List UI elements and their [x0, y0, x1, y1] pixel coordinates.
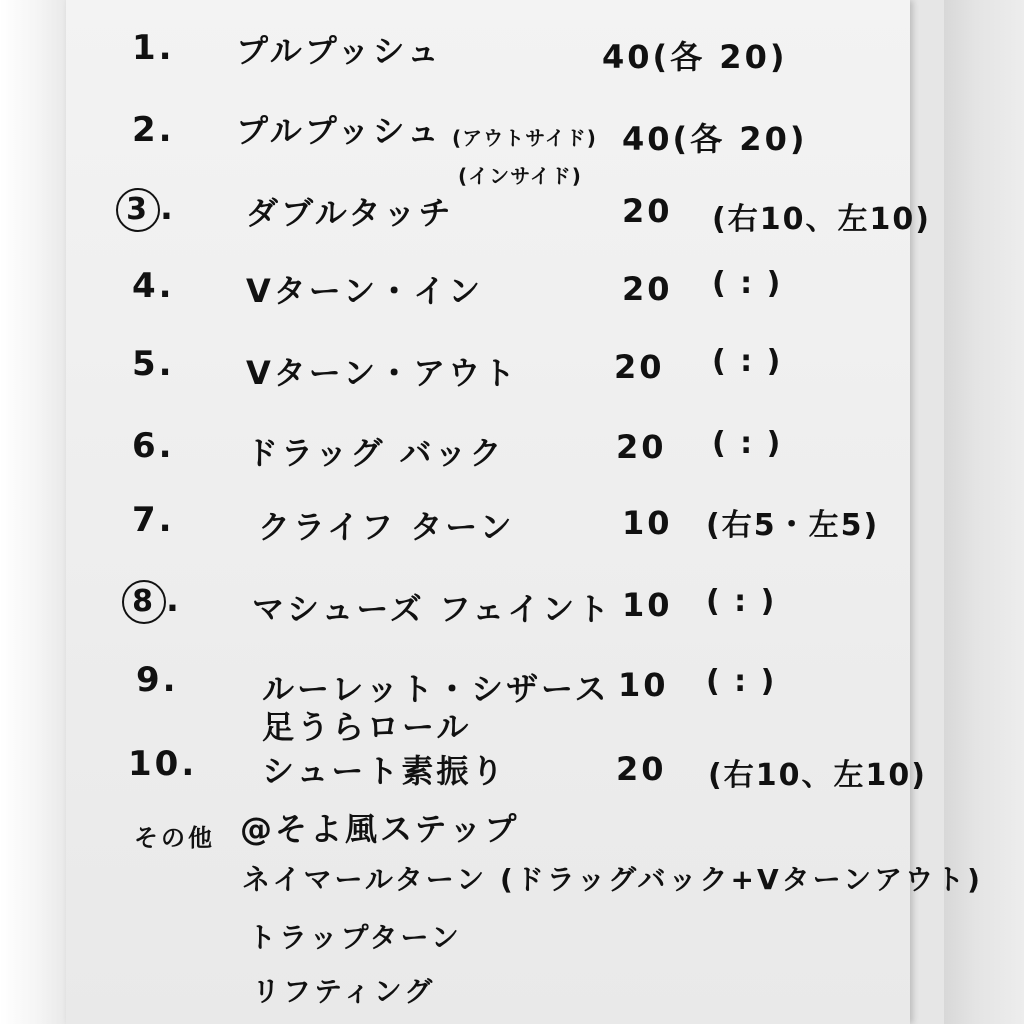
item-name-second-line: 足うらロール	[262, 708, 472, 746]
item-number: 7.	[132, 500, 175, 540]
item-number-suffix: .	[166, 580, 182, 620]
item-quantity: 10	[622, 504, 673, 542]
item-quantity: 20	[622, 270, 673, 308]
item-quantity: 20	[616, 428, 667, 466]
item-number-row	[116, 188, 176, 232]
item-name: ルーレット・シザース	[262, 670, 610, 708]
item-name: Vターン・イン	[246, 272, 484, 310]
other-list-item: ネイマールターン (ドラッグバック+Vターンアウト)	[242, 863, 983, 896]
item-breakdown: (右10、左10)	[712, 202, 931, 237]
other-list-item: トラップターン	[248, 921, 462, 954]
item-breakdown: ( : )	[712, 266, 783, 301]
item-name: プルプッシュ	[236, 112, 442, 150]
other-list-item: リフティング	[252, 975, 436, 1008]
item-breakdown: (右5・左5)	[706, 508, 880, 543]
item-note: (インサイド)	[458, 164, 582, 188]
item-number: 1.	[132, 28, 175, 68]
item-quantity: 20	[616, 750, 667, 788]
item-quantity: 40(各 20)	[602, 38, 788, 76]
circled-number: 3	[116, 188, 160, 232]
item-number: 2.	[132, 110, 175, 150]
item-quantity: 20	[614, 348, 665, 386]
item-name: ダブルタッチ	[246, 194, 454, 232]
other-heading: その他	[134, 824, 215, 852]
handwritten-paper	[66, 0, 983, 1024]
item-number-row	[122, 580, 182, 624]
other-title: @そよ風ステップ	[240, 810, 520, 848]
item-number: 5.	[132, 344, 175, 384]
item-number: 4.	[132, 266, 175, 306]
item-name: プルプッシュ	[236, 32, 442, 70]
wall-left	[0, 0, 66, 1024]
item-note: (アウトサイド)	[452, 126, 597, 150]
item-quantity: 40(各 20)	[622, 120, 808, 158]
item-quantity: 10	[618, 666, 669, 704]
item-name: マシューズ フェイント	[252, 590, 613, 628]
item-breakdown: ( : )	[712, 426, 783, 461]
item-name: Vターン・アウト	[246, 354, 519, 392]
item-name: ドラッグ バック	[246, 434, 505, 472]
item-name: クライフ ターン	[258, 508, 515, 546]
item-breakdown: ( : )	[706, 584, 777, 619]
item-quantity: 10	[622, 586, 673, 624]
item-number: 9.	[136, 660, 179, 700]
item-breakdown: ( : )	[712, 344, 783, 379]
circled-number: 8	[122, 580, 166, 624]
item-number: 6.	[132, 426, 175, 466]
item-name: シュート素振り	[262, 752, 507, 790]
item-quantity: 20	[622, 192, 673, 230]
item-number: 10.	[128, 744, 198, 784]
item-number-suffix: .	[160, 188, 176, 228]
item-breakdown: (右10、左10)	[708, 758, 927, 793]
item-breakdown: ( : )	[706, 664, 777, 699]
